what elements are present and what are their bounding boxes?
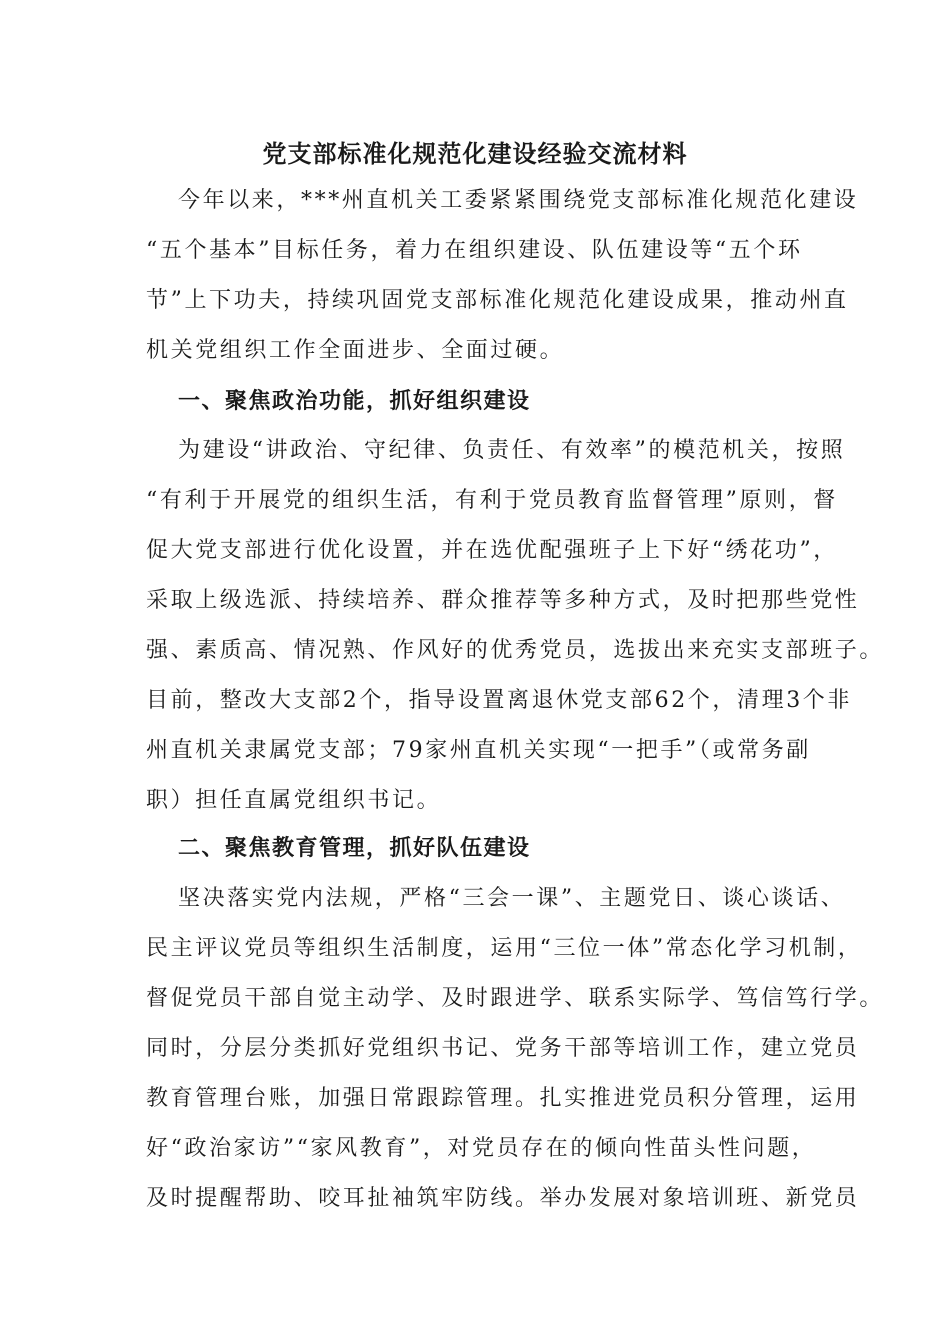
- section1-line-6: 目前，整改大支部2个，指导设置离退休党支部62个，清理3个非: [146, 688, 852, 713]
- section2-line-5: 教育管理台账，加强日常跟踪管理。扎实推进党员积分管理，运用: [146, 1086, 860, 1111]
- intro-line-2: “五个基本”目标任务，着力在组织建设、队伍建设等“五个环: [146, 238, 803, 263]
- section1-heading: 一、聚焦政治功能，抓好组织建设: [178, 388, 531, 414]
- section1-line-4: 采取上级选派、持续培养、群众推荐等多种方式，及时把那些党性: [146, 588, 860, 613]
- intro-line-3: 节”上下功夫，持续巩固党支部标准化规范化建设成果，推动州直: [146, 288, 849, 313]
- section1-line-7: 州直机关隶属党支部；79家州直机关实现“一把手”（或常务副: [146, 738, 811, 763]
- intro-line-4: 机关党组织工作全面进步、全面过硬。: [146, 338, 565, 363]
- section1-line-8: 职）担任直属党组织书记。: [146, 788, 442, 813]
- intro-line-1: 今年以来，***州直机关工委紧紧围绕党支部标准化规范化建设: [178, 188, 859, 213]
- section2-line-2: 民主评议党员等组织生活制度，运用“三位一体”常态化学习机制，: [146, 936, 863, 961]
- section1-line-3: 促大党支部进行优化设置，并在选优配强班子上下好“绣花功”，: [146, 538, 838, 563]
- section2-line-7: 及时提醒帮助、咬耳扯袖筑牢防线。举办发展对象培训班、新党员: [146, 1186, 860, 1211]
- section1-line-5: 强、素质高、情况熟、作风好的优秀党员，选拔出来充实支部班子。: [146, 638, 885, 663]
- section2-line-1: 坚决落实党内法规，严格“三会一课”、主题党日、谈心谈话、: [178, 886, 846, 911]
- section2-line-6: 好“政治家访”“家风教育”，对党员存在的倾向性苗头性问题，: [146, 1136, 817, 1161]
- section1-line-1: 为建设“讲政治、守纪律、负责任、有效率”的模范机关，按照: [178, 438, 846, 463]
- section2-line-3: 督促党员干部自觉主动学、及时跟进学、联系实际学、笃信笃行学。: [146, 986, 885, 1011]
- section1-line-2: “有利于开展党的组织生活，有利于党员教育监督管理”原则，督: [146, 488, 838, 513]
- section2-heading: 二、聚焦教育管理，抓好队伍建设: [178, 835, 531, 861]
- section2-line-4: 同时，分层分类抓好党组织书记、党务干部等培训工作，建立党员: [146, 1036, 860, 1061]
- document-title: 党支部标准化规范化建设经验交流材料: [262, 139, 688, 168]
